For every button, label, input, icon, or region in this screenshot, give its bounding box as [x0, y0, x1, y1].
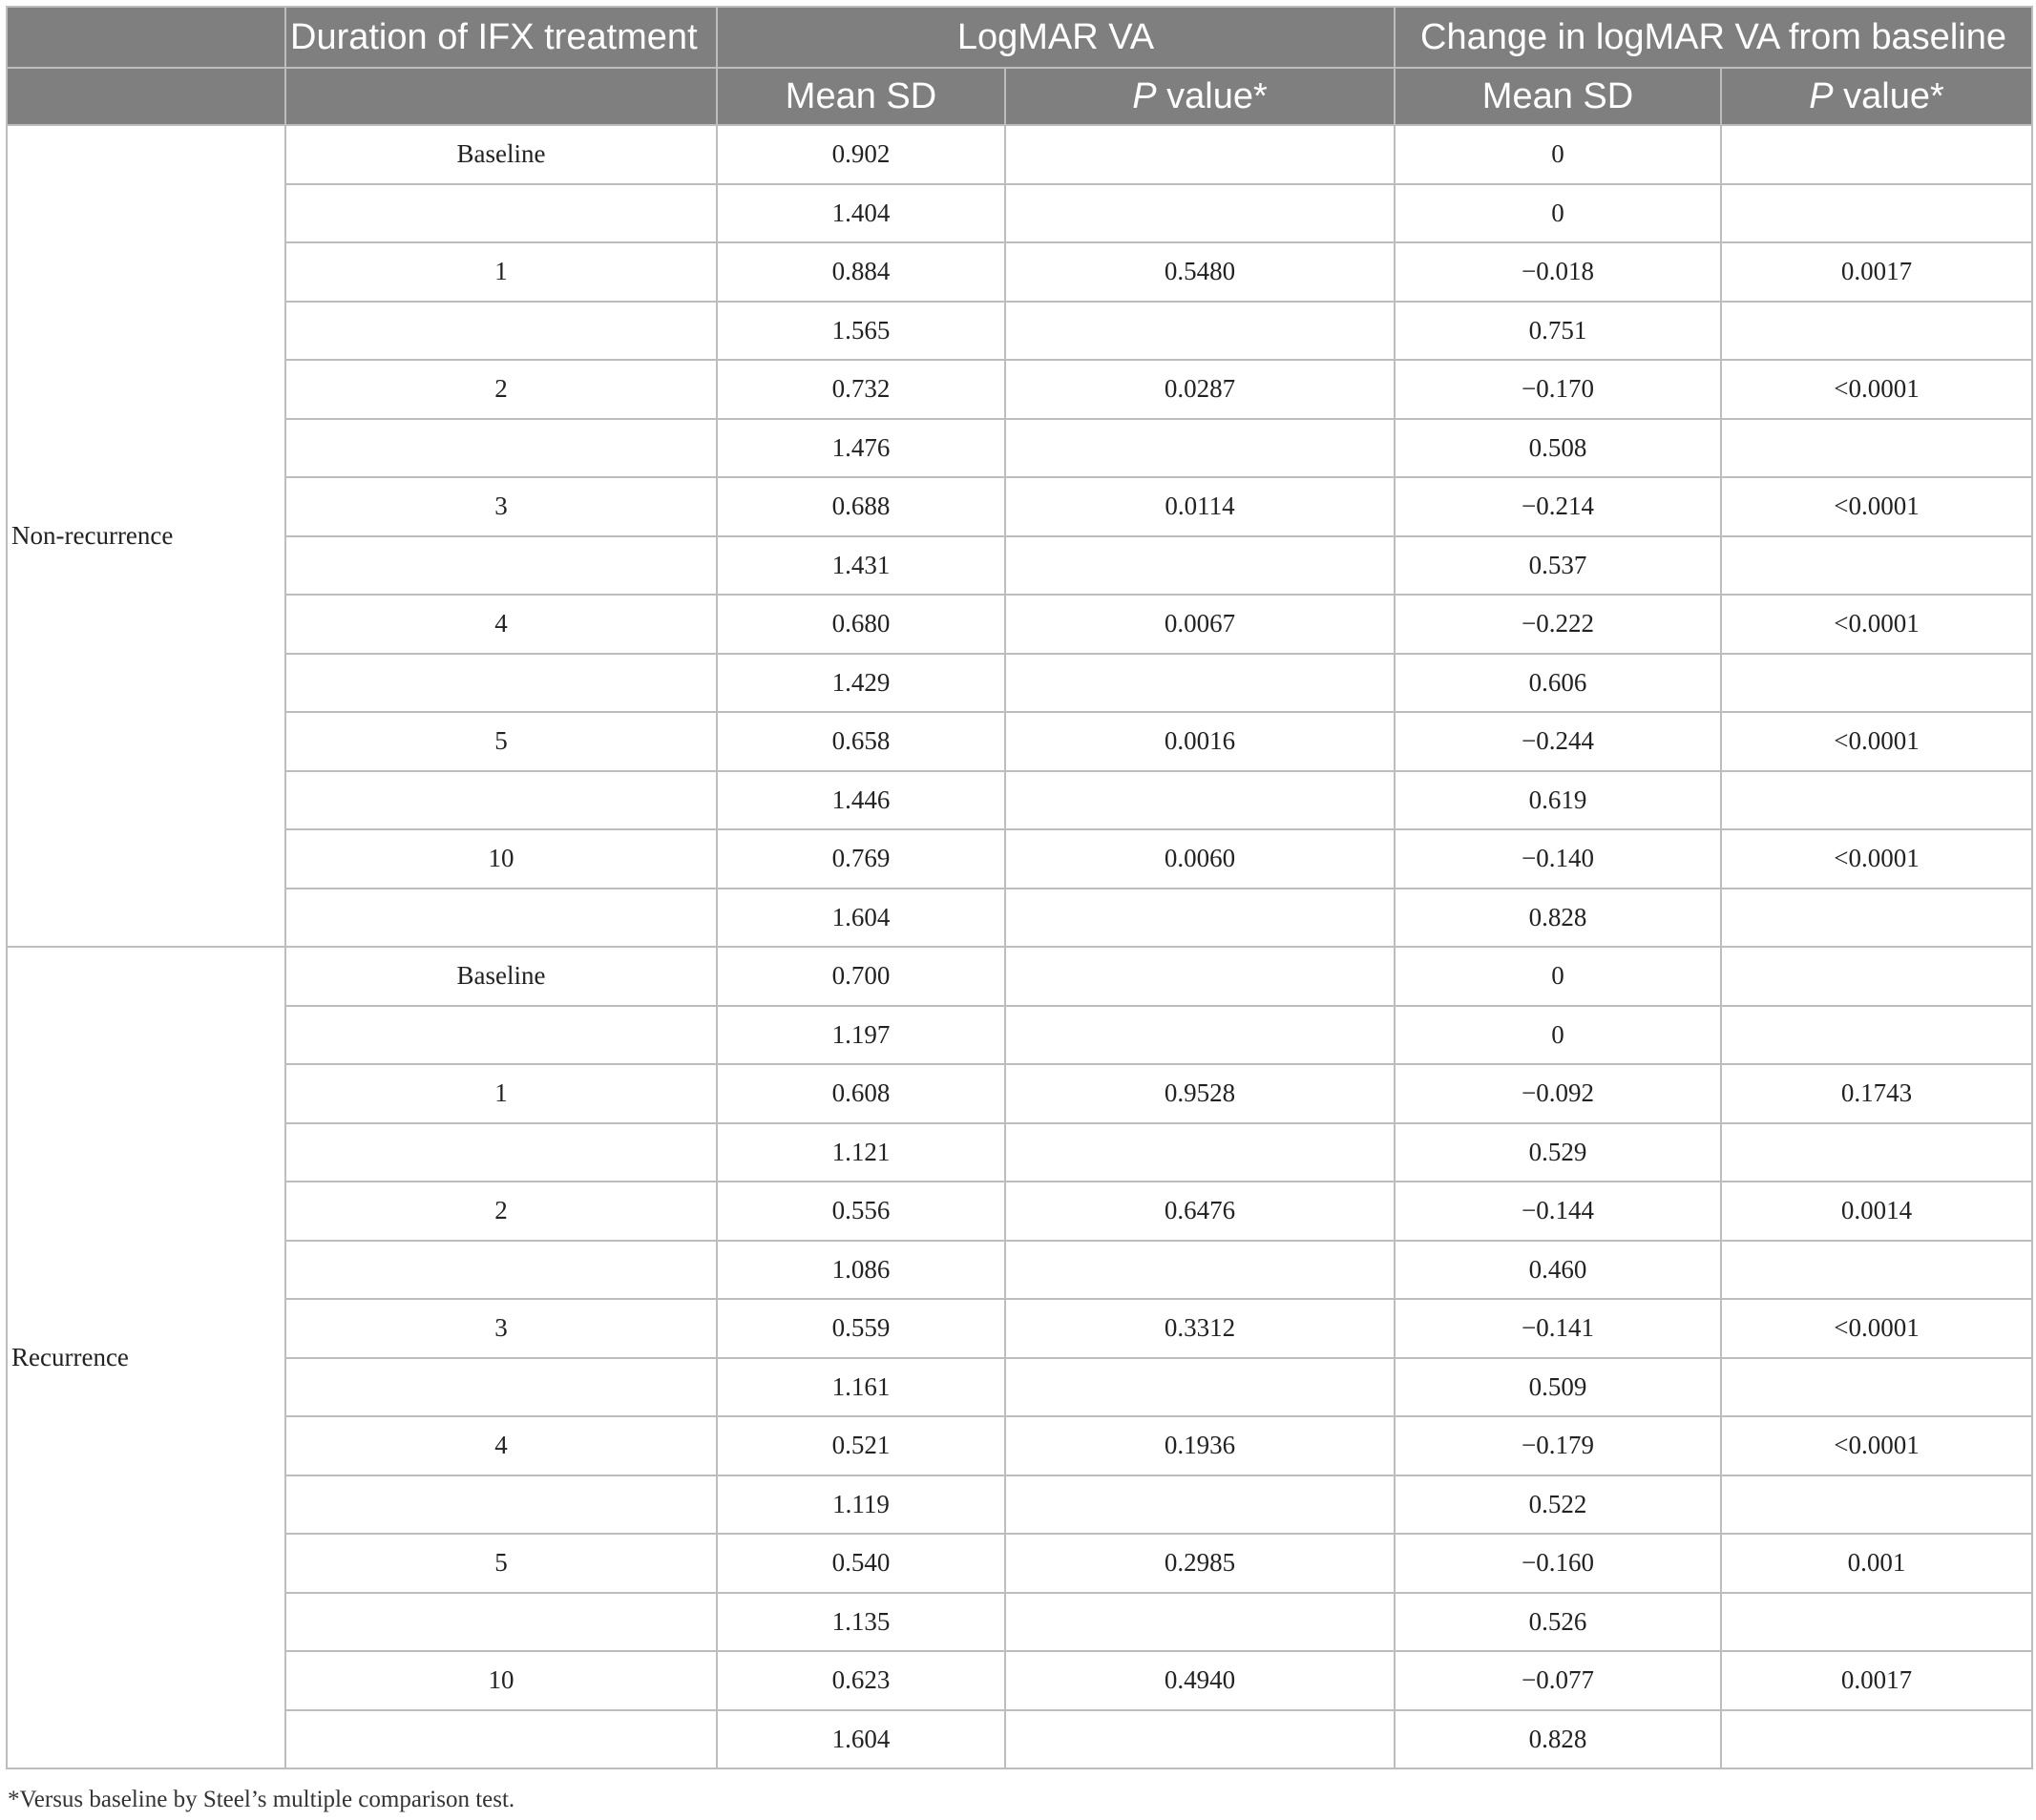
logmar-mean-sd-cell: 0.521 [717, 1416, 1005, 1475]
p-italic: P [1809, 75, 1834, 116]
header-row-1 [7, 7, 2032, 68]
logmar-p-value-cell: 0.0114 [1005, 477, 1395, 536]
table-row [7, 1006, 2032, 1065]
table-body [7, 125, 2032, 1768]
change-p-value-cell: 0.1743 [1721, 1064, 2032, 1123]
logmar-mean-sd-cell: 0.884 [717, 242, 1005, 302]
header-blank-cell [285, 68, 717, 125]
change-p-value-cell: 0.0014 [1721, 1182, 2032, 1241]
duration-cell [285, 1241, 717, 1300]
duration-cell [285, 419, 717, 478]
duration-cell: 5 [285, 712, 717, 771]
duration-cell: 10 [285, 829, 717, 889]
change-p-value-cell [1721, 536, 2032, 596]
p-italic: P [1132, 75, 1157, 116]
change-mean-sd-cell: 0.751 [1395, 302, 1721, 361]
change-mean-sd-cell: 0 [1395, 125, 1721, 184]
logmar-p-value-cell: 0.1936 [1005, 1416, 1395, 1475]
change-p-value-cell [1721, 654, 2032, 713]
logmar-mean-sd-cell: 0.688 [717, 477, 1005, 536]
table-row [7, 1534, 2032, 1593]
table-row [7, 595, 2032, 654]
logmar-p-value-cell [1005, 1006, 1395, 1065]
logmar-mean-sd-cell: 0.540 [717, 1534, 1005, 1593]
logmar-mean-sd-cell: 0.769 [717, 829, 1005, 889]
duration-cell [285, 184, 717, 243]
logmar-mean-sd-cell: 1.565 [717, 302, 1005, 361]
header-change-mean-sd: Mean SD [1395, 68, 1721, 125]
header-logmar-p-value [1005, 68, 1395, 125]
duration-cell: 3 [285, 1299, 717, 1358]
duration-cell: 2 [285, 360, 717, 419]
logmar-mean-sd-cell: 1.119 [717, 1475, 1005, 1535]
duration-cell [285, 1358, 717, 1417]
logmar-mean-sd-cell: 1.446 [717, 771, 1005, 830]
change-mean-sd-cell: −0.092 [1395, 1064, 1721, 1123]
table-row [7, 829, 2032, 889]
change-p-value-cell: <0.0001 [1721, 1416, 2032, 1475]
table-row [7, 1064, 2032, 1123]
table-row [7, 536, 2032, 596]
change-p-value-cell: <0.0001 [1721, 477, 2032, 536]
table-row [7, 1358, 2032, 1417]
table-header [7, 7, 2032, 125]
change-p-value-cell: <0.0001 [1721, 829, 2032, 889]
change-p-value-cell: 0.001 [1721, 1534, 2032, 1593]
logmar-mean-sd-cell: 0.623 [717, 1651, 1005, 1710]
duration-cell: 4 [285, 595, 717, 654]
change-p-value-cell [1721, 125, 2032, 184]
change-p-value-cell [1721, 419, 2032, 478]
duration-cell [285, 771, 717, 830]
change-mean-sd-cell: −0.222 [1395, 595, 1721, 654]
logmar-mean-sd-cell: 1.135 [717, 1593, 1005, 1652]
change-mean-sd-cell: 0.522 [1395, 1475, 1721, 1535]
table-row [7, 654, 2032, 713]
change-p-value-cell [1721, 1710, 2032, 1769]
change-mean-sd-cell: −0.144 [1395, 1182, 1721, 1241]
change-mean-sd-cell: −0.141 [1395, 1299, 1721, 1358]
logmar-p-value-cell [1005, 302, 1395, 361]
logmar-p-value-cell: 0.0067 [1005, 595, 1395, 654]
logmar-p-value-cell: 0.6476 [1005, 1182, 1395, 1241]
logmar-p-value-cell [1005, 889, 1395, 948]
change-p-value-cell: 0.0017 [1721, 242, 2032, 302]
table-row [7, 889, 2032, 948]
table-row [7, 1241, 2032, 1300]
table-row [7, 360, 2032, 419]
table-row [7, 242, 2032, 302]
change-p-value-cell: 0.0017 [1721, 1651, 2032, 1710]
logmar-p-value-cell [1005, 125, 1395, 184]
table-row [7, 1651, 2032, 1710]
p-value-suffix: value* [1833, 75, 1944, 116]
logmar-mean-sd-cell: 0.658 [717, 712, 1005, 771]
results-table [6, 6, 2033, 1769]
logmar-mean-sd-cell: 0.680 [717, 595, 1005, 654]
change-p-value-cell: <0.0001 [1721, 360, 2032, 419]
logmar-p-value-cell [1005, 1475, 1395, 1535]
change-p-value-cell: <0.0001 [1721, 712, 2032, 771]
table-row [7, 1182, 2032, 1241]
duration-cell [285, 1593, 717, 1652]
header-row-2 [7, 68, 2032, 125]
duration-cell: 1 [285, 1064, 717, 1123]
logmar-p-value-cell [1005, 1123, 1395, 1182]
logmar-mean-sd-cell: 0.556 [717, 1182, 1005, 1241]
duration-cell [285, 1710, 717, 1769]
change-mean-sd-cell: −0.018 [1395, 242, 1721, 302]
change-mean-sd-cell: 0.526 [1395, 1593, 1721, 1652]
change-mean-sd-cell: 0.619 [1395, 771, 1721, 830]
table-row [7, 1710, 2032, 1769]
duration-cell [285, 302, 717, 361]
table-row [7, 712, 2032, 771]
change-mean-sd-cell: 0.537 [1395, 536, 1721, 596]
duration-cell: Baseline [285, 947, 717, 1006]
duration-cell: 4 [285, 1416, 717, 1475]
logmar-mean-sd-cell: 1.604 [717, 1710, 1005, 1769]
change-mean-sd-cell: −0.160 [1395, 1534, 1721, 1593]
logmar-p-value-cell [1005, 536, 1395, 596]
logmar-mean-sd-cell: 0.732 [717, 360, 1005, 419]
change-mean-sd-cell: −0.214 [1395, 477, 1721, 536]
change-mean-sd-cell: 0.460 [1395, 1241, 1721, 1300]
table-row [7, 1593, 2032, 1652]
logmar-mean-sd-cell: 1.404 [717, 184, 1005, 243]
logmar-mean-sd-cell: 1.604 [717, 889, 1005, 948]
table-row [7, 184, 2032, 243]
table-row [7, 1123, 2032, 1182]
duration-cell [285, 1123, 717, 1182]
logmar-p-value-cell: 0.3312 [1005, 1299, 1395, 1358]
logmar-p-value-cell: 0.0016 [1005, 712, 1395, 771]
logmar-p-value-cell: 0.2985 [1005, 1534, 1395, 1593]
table-row [7, 125, 2032, 184]
change-mean-sd-cell: −0.077 [1395, 1651, 1721, 1710]
change-mean-sd-cell: 0.828 [1395, 889, 1721, 948]
change-p-value-cell [1721, 1358, 2032, 1417]
logmar-p-value-cell: 0.9528 [1005, 1064, 1395, 1123]
change-p-value-cell [1721, 1123, 2032, 1182]
group-label: Non-recurrence [7, 125, 285, 947]
change-mean-sd-cell: −0.244 [1395, 712, 1721, 771]
logmar-mean-sd-cell: 0.559 [717, 1299, 1005, 1358]
change-mean-sd-cell: −0.179 [1395, 1416, 1721, 1475]
change-mean-sd-cell: 0.828 [1395, 1710, 1721, 1769]
logmar-p-value-cell: 0.0060 [1005, 829, 1395, 889]
table-row [7, 1299, 2032, 1358]
table-row [7, 947, 2032, 1006]
duration-cell: 3 [285, 477, 717, 536]
duration-cell: 10 [285, 1651, 717, 1710]
change-mean-sd-cell: −0.170 [1395, 360, 1721, 419]
logmar-mean-sd-cell: 1.121 [717, 1123, 1005, 1182]
change-mean-sd-cell: −0.140 [1395, 829, 1721, 889]
logmar-p-value-cell [1005, 947, 1395, 1006]
table-row [7, 1475, 2032, 1535]
p-value-suffix: value* [1156, 75, 1268, 116]
table-row [7, 1416, 2032, 1475]
logmar-p-value-cell: 0.5480 [1005, 242, 1395, 302]
duration-cell: 2 [285, 1182, 717, 1241]
header-blank-cell [7, 68, 285, 125]
logmar-p-value-cell [1005, 184, 1395, 243]
header-change-p-value [1721, 68, 2032, 125]
logmar-mean-sd-cell: 1.197 [717, 1006, 1005, 1065]
logmar-mean-sd-cell: 1.476 [717, 419, 1005, 478]
duration-cell: 5 [285, 1534, 717, 1593]
duration-cell [285, 1006, 717, 1065]
change-mean-sd-cell: 0 [1395, 947, 1721, 1006]
logmar-p-value-cell: 0.0287 [1005, 360, 1395, 419]
change-p-value-cell: <0.0001 [1721, 595, 2032, 654]
logmar-mean-sd-cell: 0.700 [717, 947, 1005, 1006]
duration-cell [285, 654, 717, 713]
header-blank-cell [7, 7, 285, 68]
logmar-mean-sd-cell: 0.902 [717, 125, 1005, 184]
change-p-value-cell [1721, 1593, 2032, 1652]
duration-cell [285, 1475, 717, 1535]
logmar-mean-sd-cell: 1.161 [717, 1358, 1005, 1417]
change-p-value-cell [1721, 302, 2032, 361]
logmar-mean-sd-cell: 1.431 [717, 536, 1005, 596]
change-mean-sd-cell: 0 [1395, 184, 1721, 243]
duration-cell: 1 [285, 242, 717, 302]
change-p-value-cell [1721, 1241, 2032, 1300]
change-p-value-cell [1721, 1006, 2032, 1065]
change-mean-sd-cell: 0 [1395, 1006, 1721, 1065]
duration-cell: Baseline [285, 125, 717, 184]
table-row [7, 771, 2032, 830]
logmar-p-value-cell [1005, 1593, 1395, 1652]
logmar-mean-sd-cell: 1.086 [717, 1241, 1005, 1300]
change-p-value-cell [1721, 771, 2032, 830]
change-p-value-cell: <0.0001 [1721, 1299, 2032, 1358]
logmar-mean-sd-cell: 0.608 [717, 1064, 1005, 1123]
header-change-logmar: Change in logMAR VA from baseline [1395, 7, 2032, 68]
table-row [7, 302, 2032, 361]
logmar-p-value-cell [1005, 1710, 1395, 1769]
logmar-p-value-cell [1005, 419, 1395, 478]
table-row [7, 477, 2032, 536]
table-row [7, 419, 2032, 478]
change-mean-sd-cell: 0.509 [1395, 1358, 1721, 1417]
change-p-value-cell [1721, 947, 2032, 1006]
change-mean-sd-cell: 0.508 [1395, 419, 1721, 478]
change-mean-sd-cell: 0.606 [1395, 654, 1721, 713]
group-label: Recurrence [7, 947, 285, 1768]
logmar-p-value-cell [1005, 771, 1395, 830]
logmar-p-value-cell [1005, 1241, 1395, 1300]
logmar-p-value-cell [1005, 654, 1395, 713]
duration-cell [285, 536, 717, 596]
change-p-value-cell [1721, 184, 2032, 243]
logmar-mean-sd-cell: 1.429 [717, 654, 1005, 713]
header-logmar-va: LogMAR VA [717, 7, 1395, 68]
table-footnote: *Versus baseline by Steel’s multiple comparison test. [8, 1787, 515, 1812]
change-p-value-cell [1721, 1475, 2032, 1535]
change-p-value-cell [1721, 889, 2032, 948]
logmar-p-value-cell [1005, 1358, 1395, 1417]
duration-cell [285, 889, 717, 948]
header-duration: Duration of IFX treatment [285, 7, 717, 68]
change-mean-sd-cell: 0.529 [1395, 1123, 1721, 1182]
header-logmar-mean-sd: Mean SD [717, 68, 1005, 125]
logmar-p-value-cell: 0.4940 [1005, 1651, 1395, 1710]
